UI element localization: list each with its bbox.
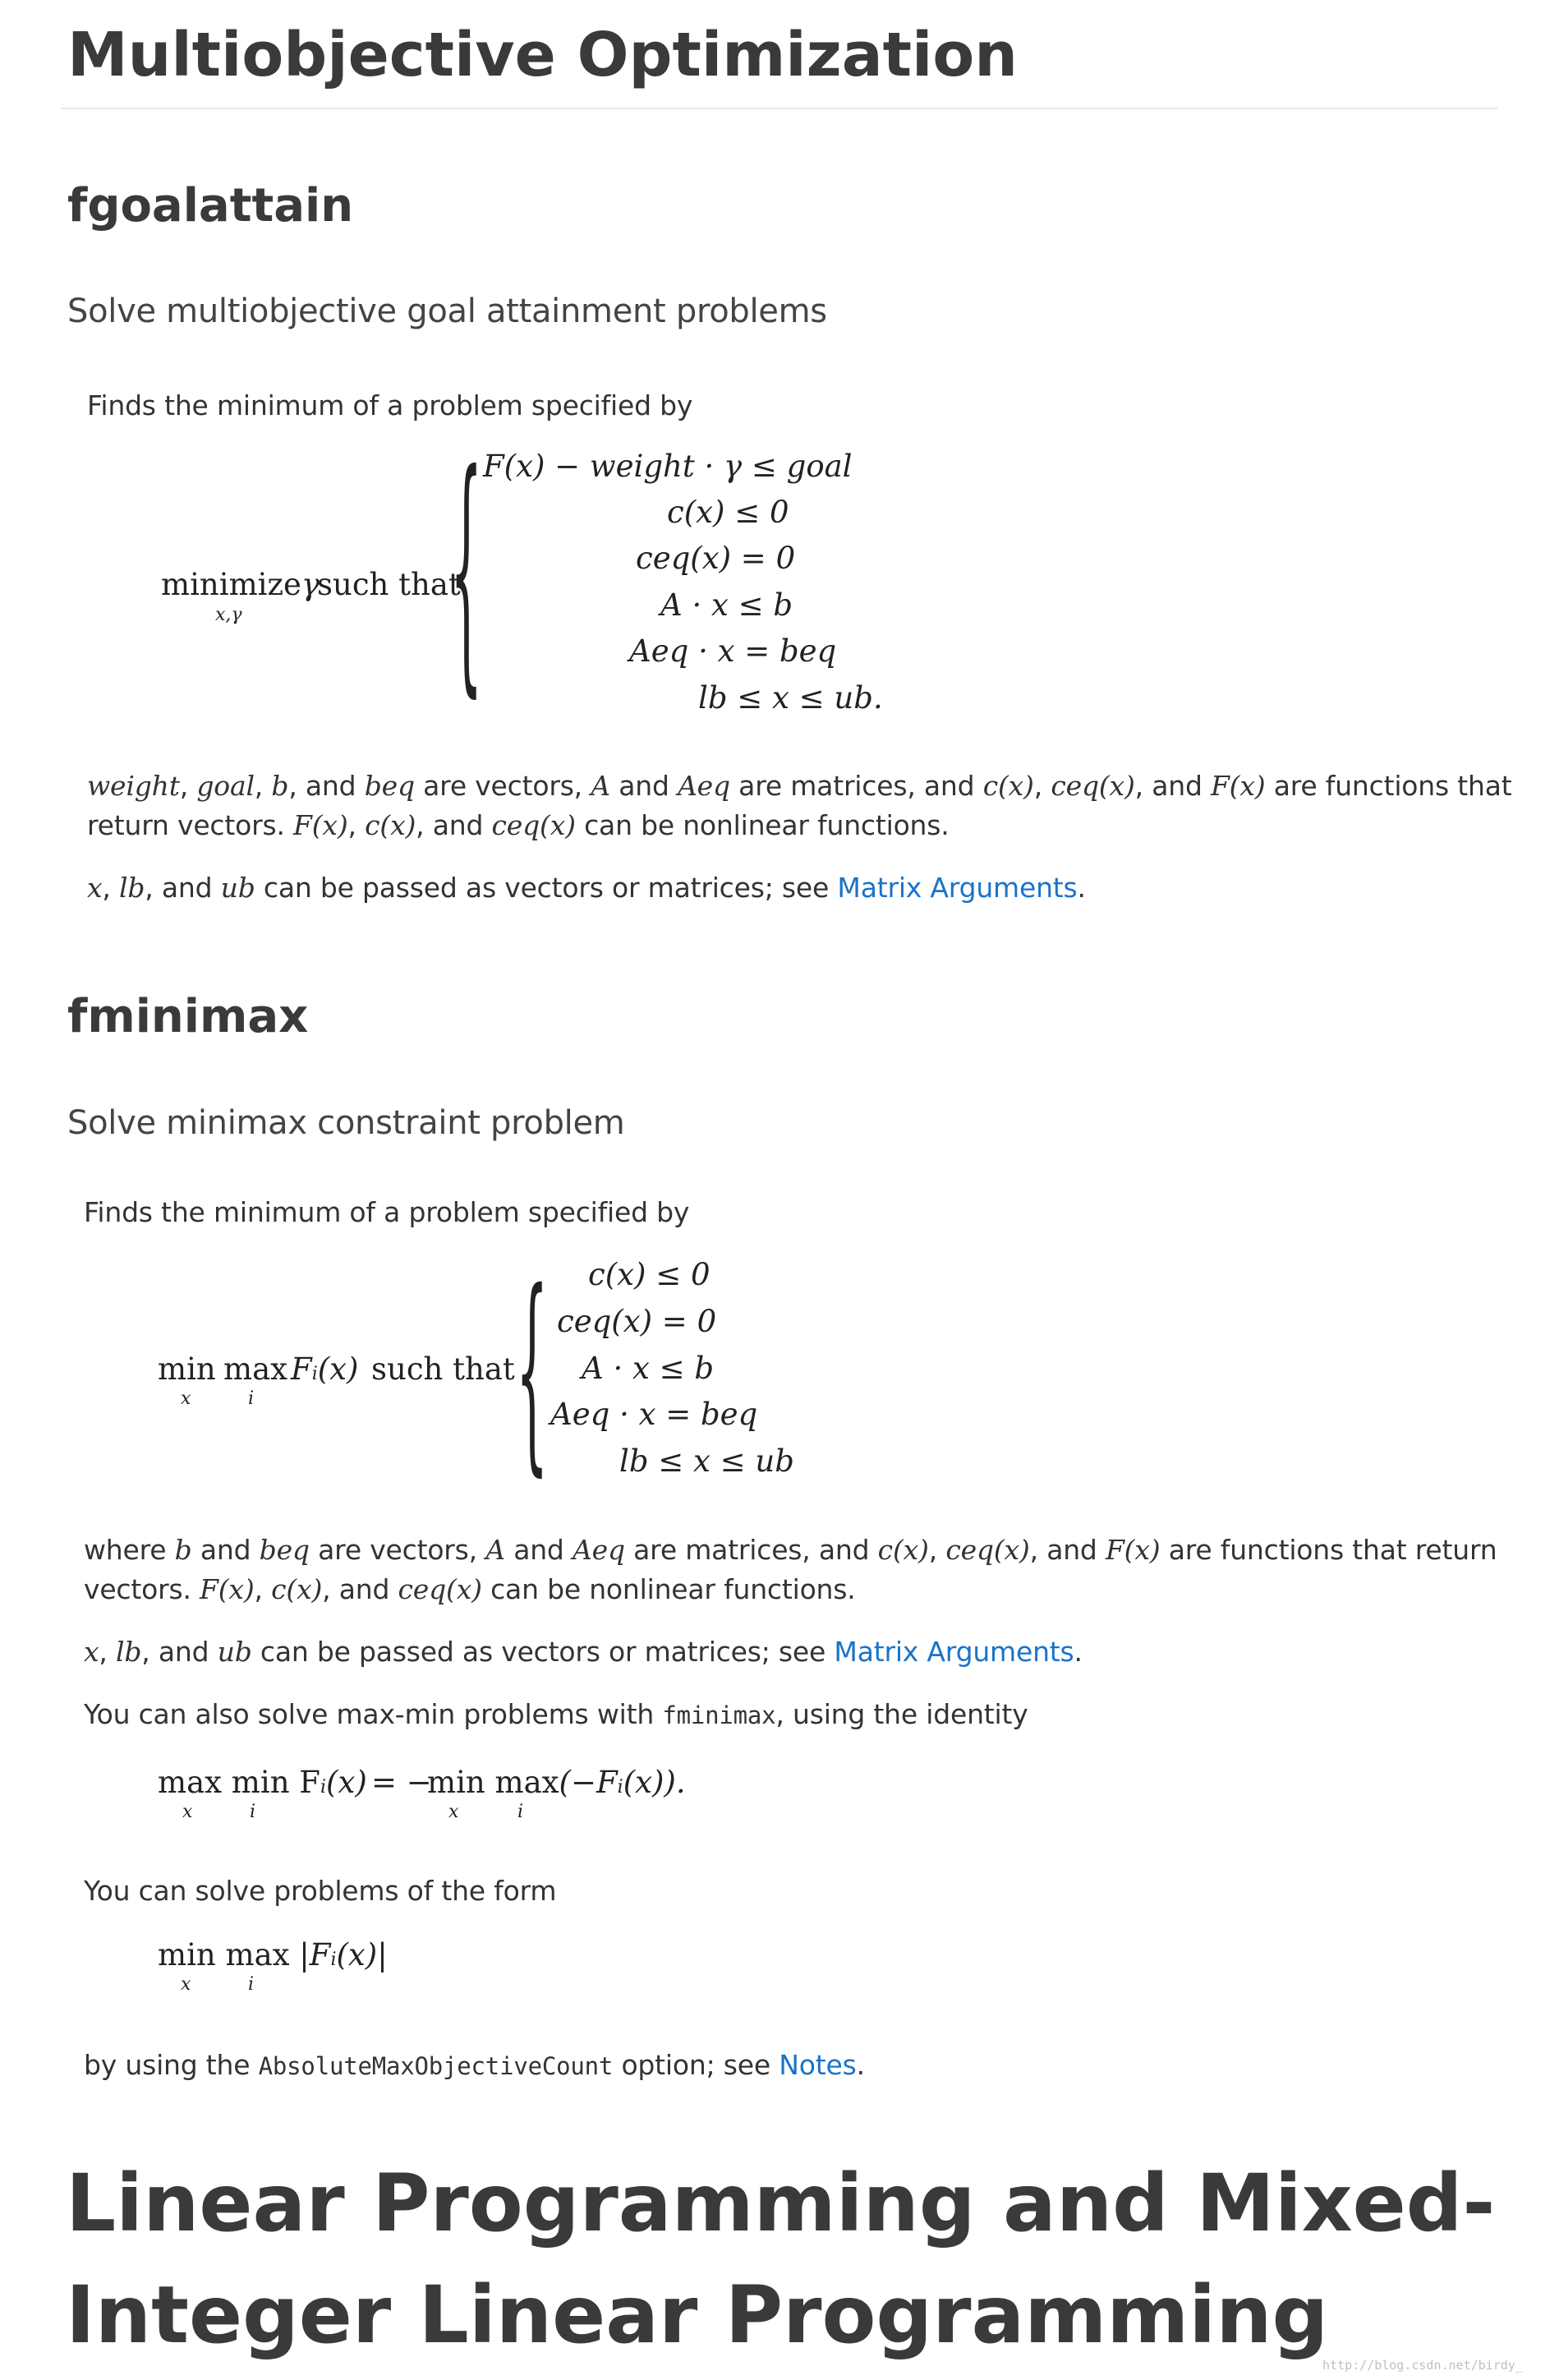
identity-sub-x: x	[448, 1802, 459, 1822]
max-subscript: i	[248, 1388, 255, 1409]
function-name-code: fminimax	[662, 1701, 776, 1729]
text: can be passed as vectors or matrices; see	[255, 872, 838, 904]
var-goal: goal	[196, 770, 255, 802]
var-fx: F(x)	[293, 809, 348, 841]
text: , and	[416, 809, 492, 841]
text: are functions that return	[1160, 1534, 1497, 1566]
text: and	[609, 770, 678, 802]
var-fx: F(x)	[1210, 770, 1266, 802]
var-ceqx: ceq(x)	[491, 809, 576, 841]
var-cx: c(x)	[877, 1534, 929, 1566]
function-subscript: i	[311, 1364, 318, 1384]
objective-function	[291, 1351, 358, 1387]
var-cx: c(x)	[271, 1573, 323, 1605]
identity-sub-i: i	[517, 1802, 524, 1822]
fgoalattain-constraint: A · x ≤ b	[660, 587, 793, 623]
var-x: x	[84, 1636, 99, 1668]
fminimax-option-note	[84, 2046, 865, 2086]
var-ceqx: ceq(x)	[398, 1573, 482, 1605]
fgoalattain-description-line1	[87, 766, 1512, 806]
var-lb: lb	[116, 1636, 142, 1668]
absolute-form-close: (x)|	[336, 1937, 388, 1973]
fminimax-brace: {	[516, 1244, 549, 1496]
absolute-form-open: |F	[299, 1937, 331, 1973]
absolute-form-ops: min max	[158, 1937, 290, 1973]
text: ,	[179, 770, 197, 802]
min-subscript: x	[181, 1388, 191, 1409]
function-subscript: i	[320, 1777, 327, 1798]
form-sub-i: i	[248, 1974, 255, 1995]
fgoalattain-intro: Finds the minimum of a problem specified by	[87, 389, 693, 421]
var-aeq: Aeq	[572, 1534, 625, 1566]
var-aeq: Aeq	[678, 770, 730, 802]
function-subscript: i	[617, 1777, 623, 1798]
fgoalattain-objective	[161, 567, 320, 602]
fminimax-constraint: ceq(x) = 0	[557, 1304, 717, 1339]
text: where	[84, 1534, 175, 1566]
fminimax-matrix-note	[84, 1632, 1083, 1672]
fgoalattain-summary: Solve multiobjective goal attainment problems	[67, 292, 827, 330]
var-b: b	[271, 770, 289, 802]
text: can be nonlinear functions.	[481, 1573, 856, 1605]
var-weight: weight	[87, 770, 180, 802]
notes-link[interactable]: Notes	[779, 2049, 857, 2081]
text: are functions that	[1265, 770, 1512, 802]
text: by using the	[84, 2049, 259, 2081]
function-argument: (x)	[317, 1351, 359, 1387]
watermark: http://blog.csdn.net/birdy_	[1322, 2358, 1523, 2373]
fminimax-constraint: lb ≤ x ≤ ub	[619, 1443, 794, 1479]
identity-equals: = −	[371, 1765, 432, 1800]
fgoalattain-constraint: Aeq · x = beq	[629, 633, 837, 669]
var-cx: c(x)	[365, 809, 416, 841]
linear-programming-heading-line2: Integer Linear Programming	[66, 2269, 1329, 2361]
fgoalattain-heading: fgoalattain	[67, 179, 354, 232]
var-ceqx: ceq(x)	[945, 1534, 1030, 1566]
text: ,	[102, 872, 120, 904]
matrix-arguments-link[interactable]: Matrix Arguments	[834, 1636, 1074, 1668]
minimize-operator: minimize	[161, 567, 301, 602]
var-cx: c(x)	[982, 770, 1034, 802]
fminimax-intro: Finds the minimum of a problem specified by	[84, 1196, 690, 1228]
identity-sub-x: x	[182, 1802, 193, 1822]
text: can be passed as vectors or matrices; see	[251, 1636, 835, 1668]
text: .	[1077, 872, 1086, 904]
max-operator: max	[223, 1351, 288, 1387]
fgoalattain-brace: {	[450, 417, 483, 720]
fminimax-maxmin-note	[84, 1695, 1028, 1735]
text: ,	[347, 809, 366, 841]
min-operator: min	[158, 1351, 216, 1387]
var-fx: F(x)	[1105, 1534, 1161, 1566]
fminimax-description-line1	[84, 1531, 1497, 1570]
fgoalattain-matrix-note	[87, 868, 1086, 908]
var-ceqx: ceq(x)	[1051, 770, 1135, 802]
text: are vectors,	[414, 770, 591, 802]
var-x: x	[87, 872, 103, 904]
text: ,	[254, 770, 272, 802]
text: , and	[1134, 770, 1211, 802]
fgoalattain-description-line2	[87, 806, 950, 845]
var-beq: beq	[259, 1534, 310, 1566]
text: can be nonlinear functions.	[575, 809, 950, 841]
absolute-form	[158, 1937, 388, 1973]
option-name-code: AbsoluteMaxObjectiveCount	[258, 2052, 614, 2080]
text: , and	[322, 1573, 398, 1605]
fgoalattain-constraint: c(x) ≤ 0	[667, 495, 789, 530]
var-a: A	[591, 770, 610, 802]
text: .	[1074, 1636, 1083, 1668]
text: ,	[928, 1534, 946, 1566]
linear-programming-heading-line1: Linear Programming and Mixed-	[66, 2157, 1496, 2249]
fminimax-heading: fminimax	[67, 990, 309, 1043]
identity-rhs-open: (−F	[559, 1765, 618, 1800]
fminimax-constraint: Aeq · x = beq	[550, 1397, 758, 1432]
function-argument: (x)	[326, 1765, 367, 1800]
identity-rhs-close: (x)).	[623, 1765, 686, 1800]
text: are vectors,	[309, 1534, 486, 1566]
page-title: Multiobjective Optimization	[67, 20, 1018, 90]
var-beq: beq	[364, 770, 415, 802]
fgoalattain-constraint: lb ≤ x ≤ ub.	[698, 680, 883, 716]
form-sub-x: x	[181, 1974, 191, 1995]
identity-lhs-ops: max min F	[158, 1765, 320, 1800]
fminimax-form-intro: You can solve problems of the form	[84, 1875, 557, 1907]
text: You can also solve max-min problems with	[84, 1698, 663, 1730]
fgoalattain-objective-subscript: x,γ	[215, 605, 242, 625]
text: option; see	[613, 2049, 780, 2081]
identity-rhs	[427, 1765, 686, 1800]
text: ,	[99, 1636, 117, 1668]
text: , using the identity	[775, 1698, 1028, 1730]
text: and	[191, 1534, 260, 1566]
text: , and	[288, 770, 365, 802]
text: , and	[145, 872, 221, 904]
heading-divider	[61, 108, 1498, 109]
var-fx: F(x)	[200, 1573, 255, 1605]
text: ,	[1033, 770, 1051, 802]
gamma-variable: γ	[301, 567, 320, 602]
identity-rhs-ops: min max	[427, 1765, 559, 1800]
text: .	[856, 2049, 865, 2081]
text: and	[504, 1534, 573, 1566]
matrix-arguments-link[interactable]: Matrix Arguments	[837, 872, 1078, 904]
var-ub: ub	[220, 872, 255, 904]
fminimax-description-line2	[84, 1570, 856, 1609]
identity-lhs	[158, 1765, 367, 1800]
identity-sub-i: i	[250, 1802, 256, 1822]
var-b: b	[174, 1534, 192, 1566]
fminimax-constraint: c(x) ≤ 0	[588, 1257, 711, 1292]
text: are matrices, and	[624, 1534, 878, 1566]
fgoalattain-such-that: such that	[317, 567, 461, 602]
var-ub: ub	[217, 1636, 252, 1668]
var-a: A	[485, 1534, 505, 1566]
text: are matrices, and	[729, 770, 983, 802]
fminimax-constraint: A · x ≤ b	[582, 1351, 715, 1386]
function-subscript: i	[330, 1950, 337, 1970]
fminimax-such-that: such that	[371, 1351, 515, 1387]
var-lb: lb	[119, 872, 145, 904]
text: return vectors.	[87, 809, 294, 841]
fminimax-summary: Solve minimax constraint problem	[67, 1104, 625, 1142]
text: , and	[1029, 1534, 1106, 1566]
function-f: F	[291, 1351, 312, 1387]
fgoalattain-constraint: ceq(x) = 0	[636, 541, 796, 576]
text: vectors.	[84, 1573, 200, 1605]
text: ,	[254, 1573, 272, 1605]
fgoalattain-constraint: F(x) − weight · γ ≤ goal	[483, 449, 853, 484]
text: , and	[141, 1636, 218, 1668]
